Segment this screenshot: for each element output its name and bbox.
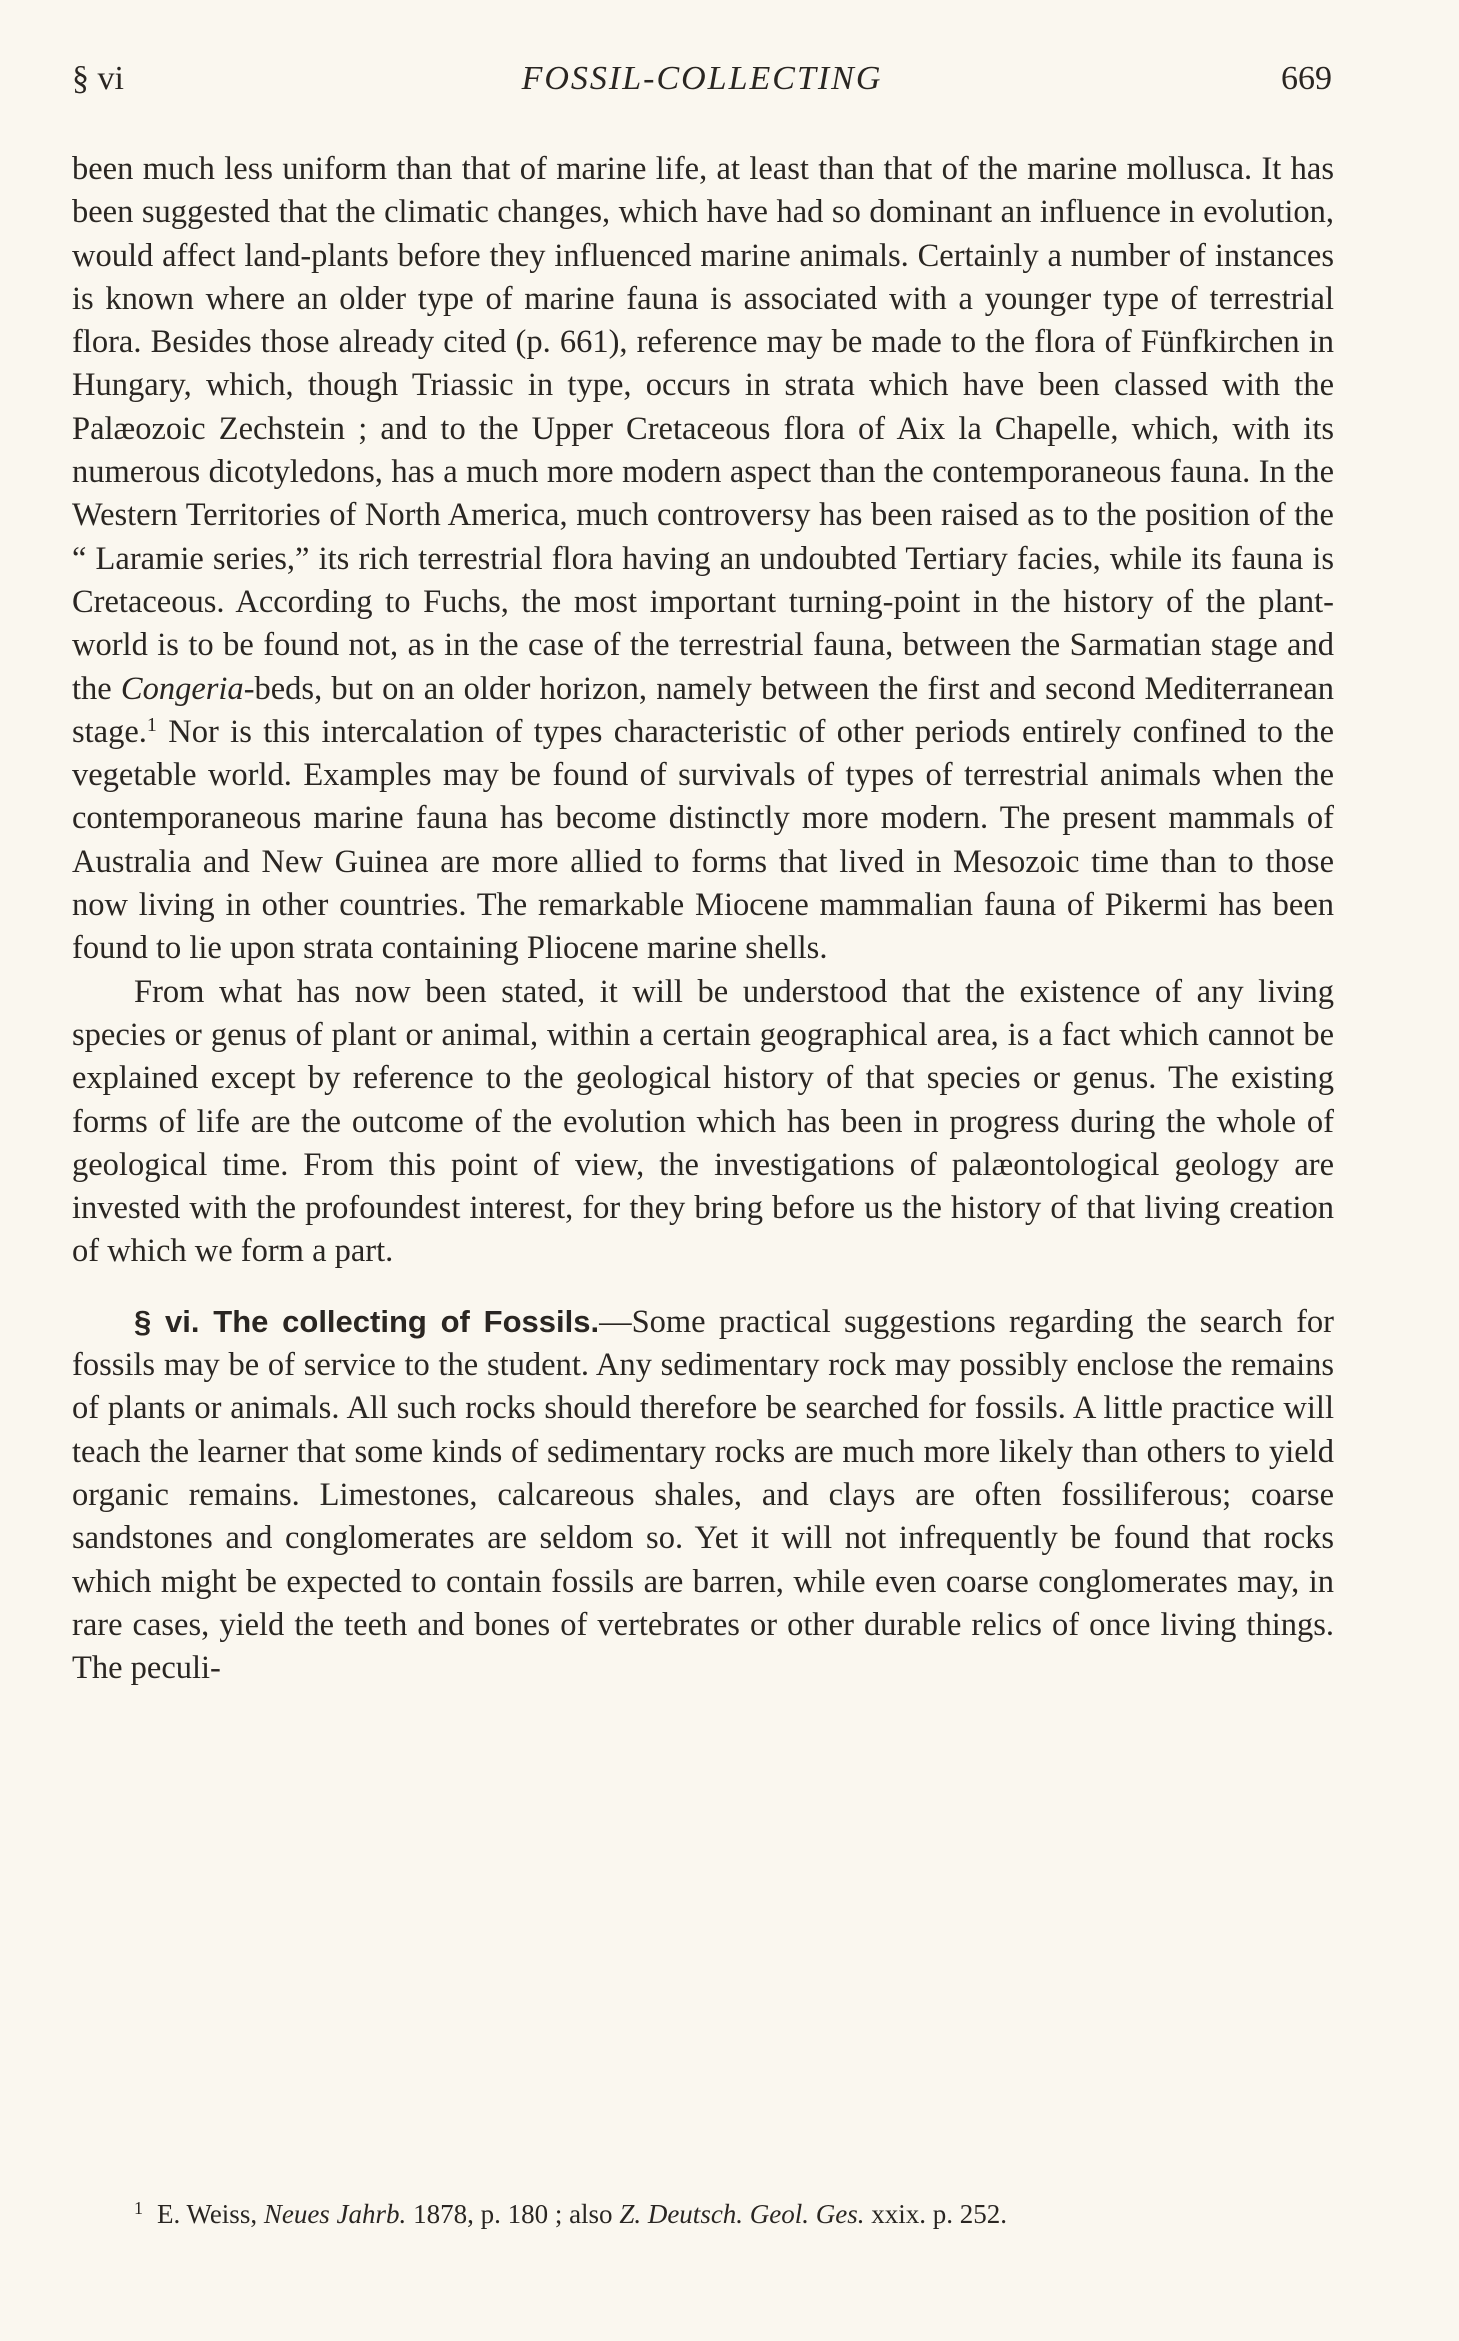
footnote-journal: Z. Deutsch. Geol. Ges.: [619, 2199, 865, 2229]
body-text: [72, 148, 1334, 1690]
section-paragraph: [72, 1300, 1334, 1691]
footnote-author: E. Weiss,: [157, 2199, 264, 2229]
footnote-journal: Neues Jahrb.: [263, 2199, 407, 2229]
running-title: FOSSIL-COLLECTING: [521, 60, 883, 97]
section-mark: § vi: [72, 60, 124, 97]
paragraph-text: -beds, but on an older horizon, namely between the first and second Mediterranean stage.: [72, 670, 1334, 750]
genus-name: Congeria: [120, 670, 244, 707]
footnote-reference-text: xxix. p. 252.: [864, 2199, 1008, 2229]
footnote-mark: 1: [134, 2198, 143, 2218]
running-head: [72, 60, 1332, 104]
paragraph-text: Nor is this intercalation of types characteristic of other periods entirely confined to the vegetable world. Examples may be found of survivals of types of terrestrial animals when the contemporaneous marine fauna has become distinctly more modern. The present mammals of Australia and New Guinea are more allied to forms that lived in Mesozoic time than to those now living in other countries. The remarkable Miocene mammalian fauna of Pikermi has been found to lie upon strata containing Pliocene marine shells.: [72, 713, 1334, 967]
section-heading: § vi. The collecting of Fossils.: [134, 1303, 600, 1339]
footnote-reference[interactable]: 1: [146, 713, 157, 736]
paragraph-continued: [72, 148, 1334, 971]
paragraph-text: been much less uniform than that of marine life, at least than that of the marine mollusca. It has been suggested that the climatic changes, which have had so dominant an influence in evolution, would affect land-plants before they influenced marine animals. Certainly a number of instances is known where an older type of marine fauna is associated with a younger type of terrestrial flora. Besides those already cited (p. 661), reference may be made to the flora of Fünfkirchen in Hungary, which, though Triassic in type, occurs in strata which have been classed with the Palæozoic Zechstein ; and to the Upper Cretaceous flora of Aix la Chapelle, which, with its numerous dicotyledons, has a much more modern aspect than the contemporaneous fauna. In the Western Territories of North America, much controversy has been raised as to the position of the “ Laramie series,” its rich terrestrial flora having an undoubted Tertiary facies, while its fauna is Cretaceous. According to Fuchs, the most important turning-point in the history of the plant-world is to be found not, as in the case of the terrestrial fauna, between the Sarmatian stage and the: [72, 151, 1334, 707]
paragraph: From what has now been stated, it will be understood that the existence of any living species or genus of plant or animal, within a certain geographical area, is a fact which cannot be explained except by reference to the geological history of that species or genus. The existing forms of life are the outcome of the evolution which has been in progress during the whole of geological time. From this point of view, the investigations of palæontological geology are invested with the profoundest interest, for they bring before us the history of that living creation of which we form a part.: [72, 973, 1334, 1270]
book-page: [72, 0, 1332, 2341]
footnote: [134, 2190, 1334, 2232]
page-number: 669: [1281, 60, 1332, 97]
paragraph-text: —Some practical suggestions regarding the search for fossils may be of service to the student. Any sedimentary rock may possibly enclose the remains of plants or animals. All such rocks should therefore be searched for fossils. A little practice will teach the learner that some kinds of sedimentary rocks are much more likely than others to yield organic remains. Limestones, calcareous shales, and clays are often fossiliferous; coarse sandstones and conglomerates are seldom so. Yet it will not infrequently be found that rocks which might be expected to contain fossils are barren, while even coarse conglomerates may, in rare cases, yield the teeth and bones of vertebrates or other durable relics of once living things. The peculi-: [72, 1303, 1334, 1687]
footnote-reference-text: 1878, p. 180 ; also: [406, 2199, 620, 2229]
